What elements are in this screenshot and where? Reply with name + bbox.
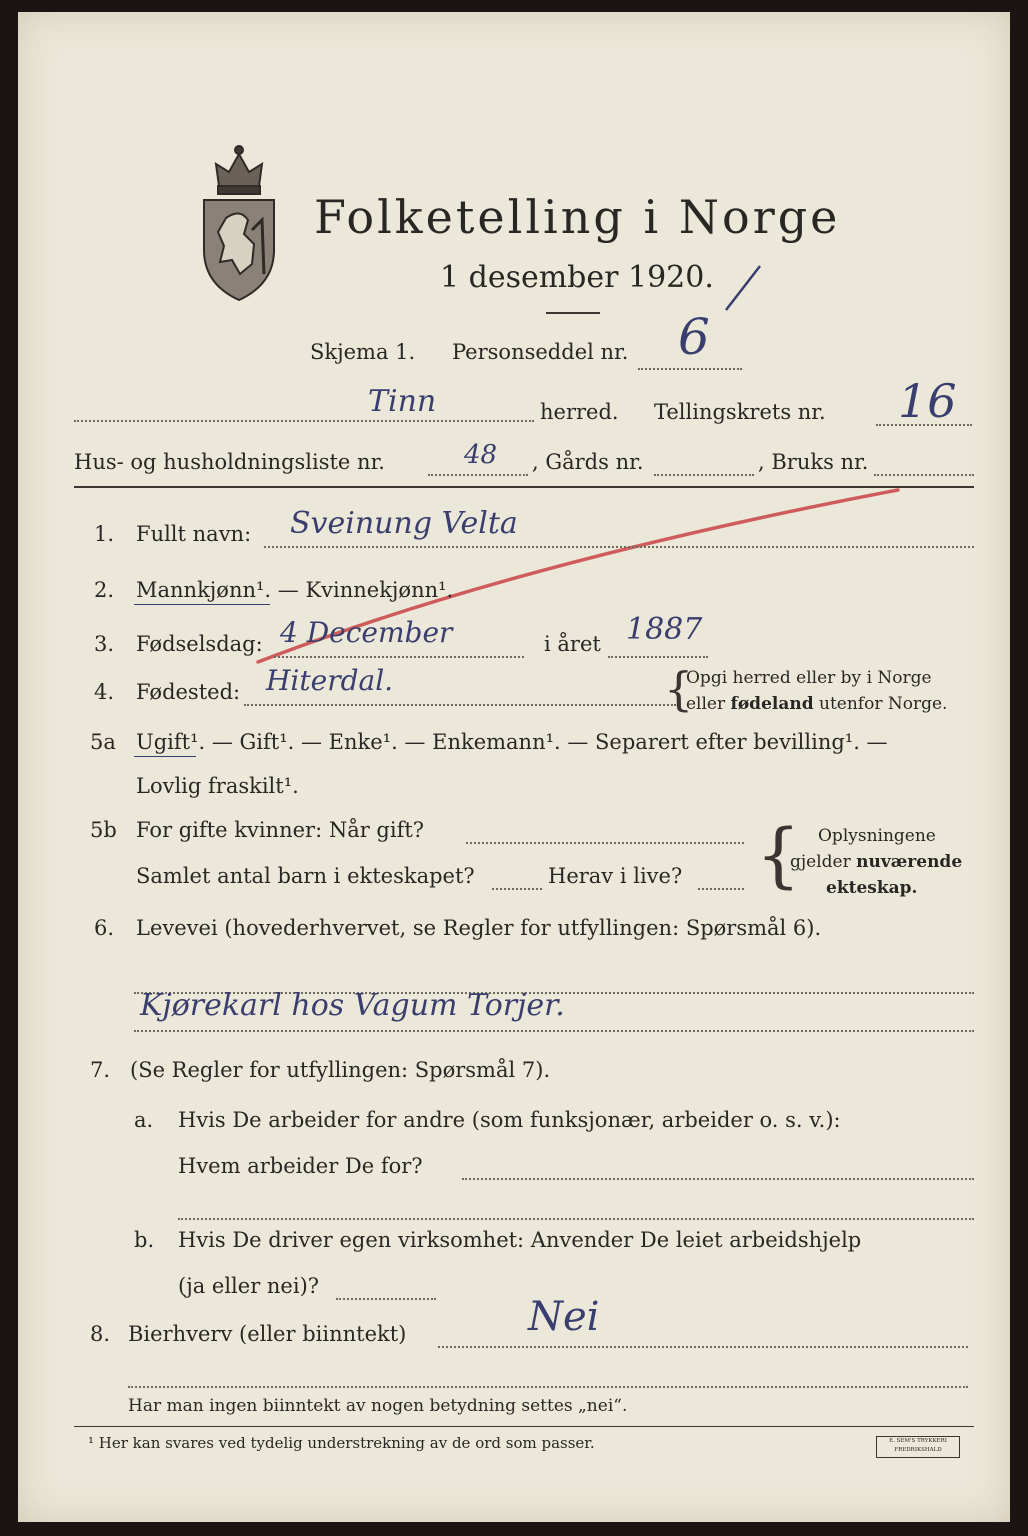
form-title: Folketelling i Norge: [314, 190, 841, 244]
q3-value: 4 December: [280, 616, 453, 649]
q3-number: 3.: [94, 632, 115, 656]
q7a-label-line2: Hvem arbeider De for?: [178, 1154, 423, 1178]
q8-label: Bierhverv (eller biinntekt): [128, 1322, 407, 1346]
herred-value: Tinn: [368, 384, 437, 419]
q5b-children-dots: [492, 888, 542, 890]
q6-dots-line2: [134, 1030, 974, 1032]
q5b-label-children: Samlet antal barn i ekteskapet?: [136, 864, 475, 888]
herred-label: herred.: [540, 400, 619, 424]
personseddel-label: Personseddel nr.: [452, 340, 629, 364]
q3-dots: [274, 656, 524, 658]
q6-label: Levevei (hovederhvervet, se Regler for utfyllingen: Spørsmål 6).: [136, 916, 822, 940]
herred-dots: [74, 420, 534, 422]
hus-label: Hus- og husholdningsliste nr.: [74, 450, 385, 474]
q5b-note-line1: Oplysningene: [818, 826, 936, 846]
check-mark: [718, 260, 768, 320]
census-date: 1 desember 1920.: [440, 260, 714, 295]
q3-year-label: i året: [544, 632, 601, 656]
q5b-brace: {: [756, 814, 801, 896]
q7a-dots-line2: [178, 1218, 974, 1220]
title-divider: [546, 312, 600, 314]
printer-stamp: E. SEM'S TRYKKERI FREDRIKSHALD: [876, 1436, 960, 1458]
q5a-number: 5a: [90, 730, 116, 754]
q7b-label: Hvis De driver egen virksomhet: Anvender De leiet arbeidshjelp: [178, 1228, 862, 1252]
norwegian-coat-of-arms-icon: [196, 134, 282, 304]
q7-label: (Se Regler for utfyllingen: Spørsmål 7).: [130, 1058, 551, 1082]
q4-value: Hiterdal.: [266, 664, 394, 697]
q8-number: 8.: [90, 1322, 111, 1346]
tellingskrets-value: 16: [898, 374, 957, 428]
q5b-note-line2: gjelder nuværende: [790, 852, 963, 872]
q8-dots-line1: [438, 1346, 968, 1348]
personseddel-dots: [638, 368, 742, 370]
census-form: [18, 12, 1010, 1522]
q5a-label: Ugift¹. — Gift¹. — Enke¹. — Enkemann¹. — Separert efter bevilling¹. —: [136, 730, 888, 754]
q2-label: Mannkjønn¹. — Kvinnekjønn¹.: [136, 578, 454, 602]
skjema-label: Skjema 1.: [310, 340, 416, 364]
q1-number: 1.: [94, 522, 115, 546]
q6-value: Kjørekarl hos Vagum Torjer.: [140, 988, 565, 1023]
q5a-underline: [134, 756, 196, 757]
footer-divider: [74, 1426, 974, 1427]
q1-dots: [264, 546, 974, 548]
q5b-label-alive: Herav i live?: [548, 864, 683, 888]
q4-note-line2: eller fødeland utenfor Norge.: [686, 694, 948, 714]
bruks-label: , Bruks nr.: [758, 450, 869, 474]
q5b-alive-dots: [698, 888, 744, 890]
gards-label: , Gårds nr.: [532, 450, 644, 474]
q5a-label-line2: Lovlig fraskilt¹.: [136, 774, 299, 798]
q6-number: 6.: [94, 916, 115, 940]
tellingskrets-label: Tellingskrets nr.: [654, 400, 826, 424]
q2-underline: [134, 604, 270, 605]
q4-brace: {: [664, 662, 694, 716]
q7b-number: b.: [134, 1228, 155, 1252]
q1-value: Sveinung Velta: [290, 506, 518, 541]
footer-note: Har man ingen biinntekt av nogen betydning settes „nei“.: [128, 1396, 628, 1416]
q5b-married-dots: [466, 842, 744, 844]
q8-dots-line2: [128, 1386, 968, 1388]
q5b-number: 5b: [90, 818, 117, 842]
q4-label: Fødested:: [136, 680, 241, 704]
q7a-number: a.: [134, 1108, 154, 1132]
q5b-label: For gifte kvinner: Når gift?: [136, 818, 425, 842]
q4-dots: [244, 704, 676, 706]
q7b-dots: [336, 1298, 436, 1300]
q4-note-line1: Opgi herred eller by i Norge: [686, 668, 932, 688]
q1-label: Fullt navn:: [136, 522, 252, 546]
hus-value: 48: [464, 440, 498, 470]
q7b-label-line2: (ja eller nei)?: [178, 1274, 320, 1298]
q7a-label: Hvis De arbeider for andre (som funksjonær, arbeider o. s. v.):: [178, 1108, 841, 1132]
q7a-dots-line1: [462, 1178, 974, 1180]
footnote: ¹ Her kan svares ved tydelig understrekning av de ord som passer.: [88, 1434, 595, 1452]
q2-number: 2.: [94, 578, 115, 602]
q3-label: Fødselsdag:: [136, 632, 263, 656]
q3-year-dots: [608, 656, 708, 658]
q4-number: 4.: [94, 680, 115, 704]
q8-value: Nei: [528, 1294, 600, 1340]
q3-year: 1887: [626, 612, 703, 647]
personseddel-value: 6: [678, 308, 710, 366]
q5b-note-line3: ekteskap.: [826, 878, 918, 898]
q7-number: 7.: [90, 1058, 111, 1082]
